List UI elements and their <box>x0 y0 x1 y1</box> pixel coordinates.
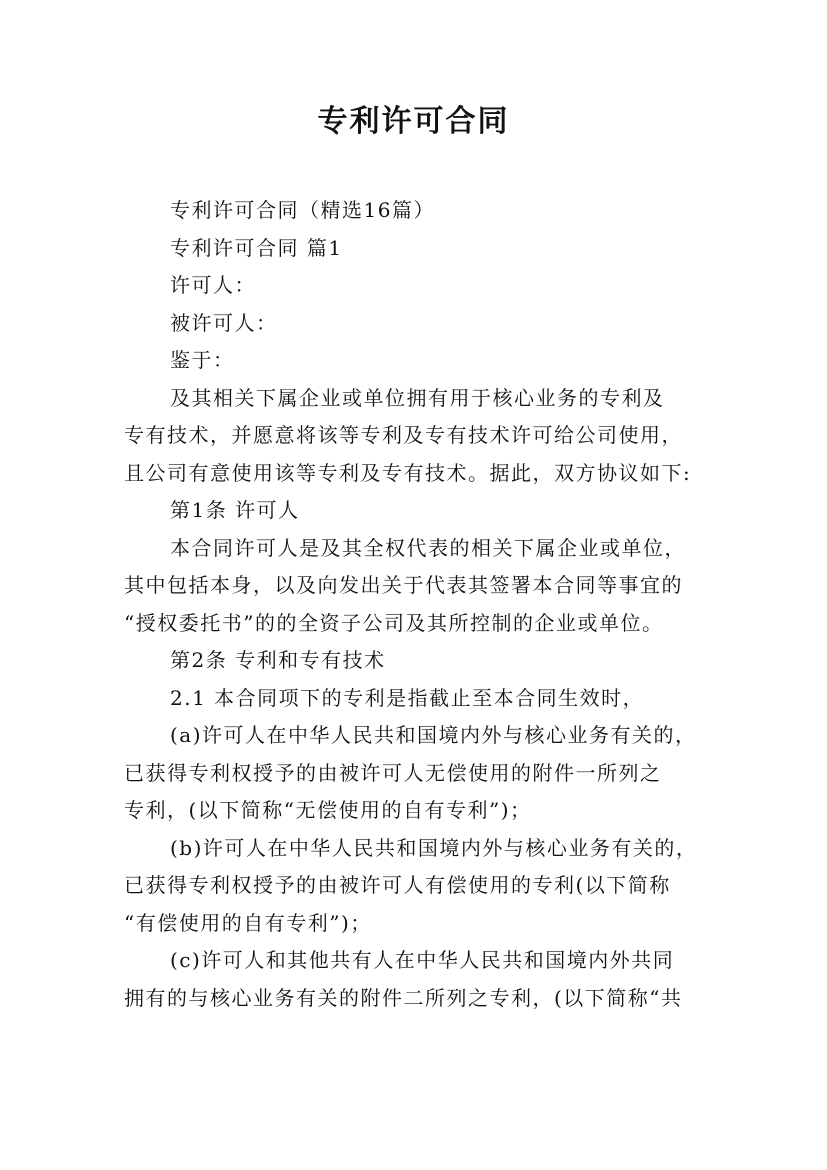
paragraph-line: 第1条 许可人 <box>170 498 300 522</box>
paragraph-line: 许可人： <box>170 273 256 297</box>
paragraph-line: 专利许可合同 篇1 <box>170 235 343 260</box>
paragraph-line: 2.1 本合同项下的专利是指截止至本合同生效时， <box>170 685 645 710</box>
paragraph-line: 其中包括本身，以及向发出关于代表其签署本合同等事宜的 <box>124 573 683 597</box>
paragraph-line: 专有技术，并愿意将该等专利及专有技术许可给公司使用， <box>124 423 683 447</box>
paragraph-line: (b)许可人在中华人民共和国境内外与核心业务有关的， <box>170 835 698 860</box>
paragraph-line: 专利许可合同（精选16篇） <box>170 198 435 222</box>
paragraph-line: 拥有的与核心业务有关的附件二所列之专利，(以下简称“共 <box>124 985 683 1010</box>
paragraph-line: (c)许可人和其他共有人在中华人民共和国境内外共同 <box>170 948 675 972</box>
paragraph-line: “有偿使用的自有专利”)； <box>124 910 372 935</box>
paragraph-line: 第2条 专利和专有技术 <box>170 648 386 672</box>
paragraph-line: “授权委托书”的的全资子公司及其所控制的企业或单位。 <box>124 610 664 635</box>
document-body <box>124 192 716 1017</box>
paragraph-line: 本合同许可人是及其全权代表的相关下属企业或单位， <box>170 535 686 560</box>
paragraph-line: 已获得专利权授予的由被许可人有偿使用的专利(以下简称 <box>124 873 671 897</box>
paragraph-line: 及其相关下属企业或单位拥有用于核心业务的专利及 <box>170 385 665 410</box>
paragraph-line: 被许可人： <box>170 310 278 335</box>
paragraph-line: 已获得专利权授予的由被许可人无偿使用的附件一所列之 <box>124 760 662 785</box>
document-title: 专利许可合同 <box>317 104 510 139</box>
paragraph-line: 且公司有意使用该等专利及专有技术。据此，双方协议如下: <box>124 460 692 485</box>
paragraph-line: (a)许可人在中华人民共和国境内外与核心业务有关的， <box>170 723 697 747</box>
paragraph-line: 专利，(以下简称“无偿使用的自有专利”)； <box>124 798 532 822</box>
paragraph-line: 鉴于： <box>170 348 235 372</box>
